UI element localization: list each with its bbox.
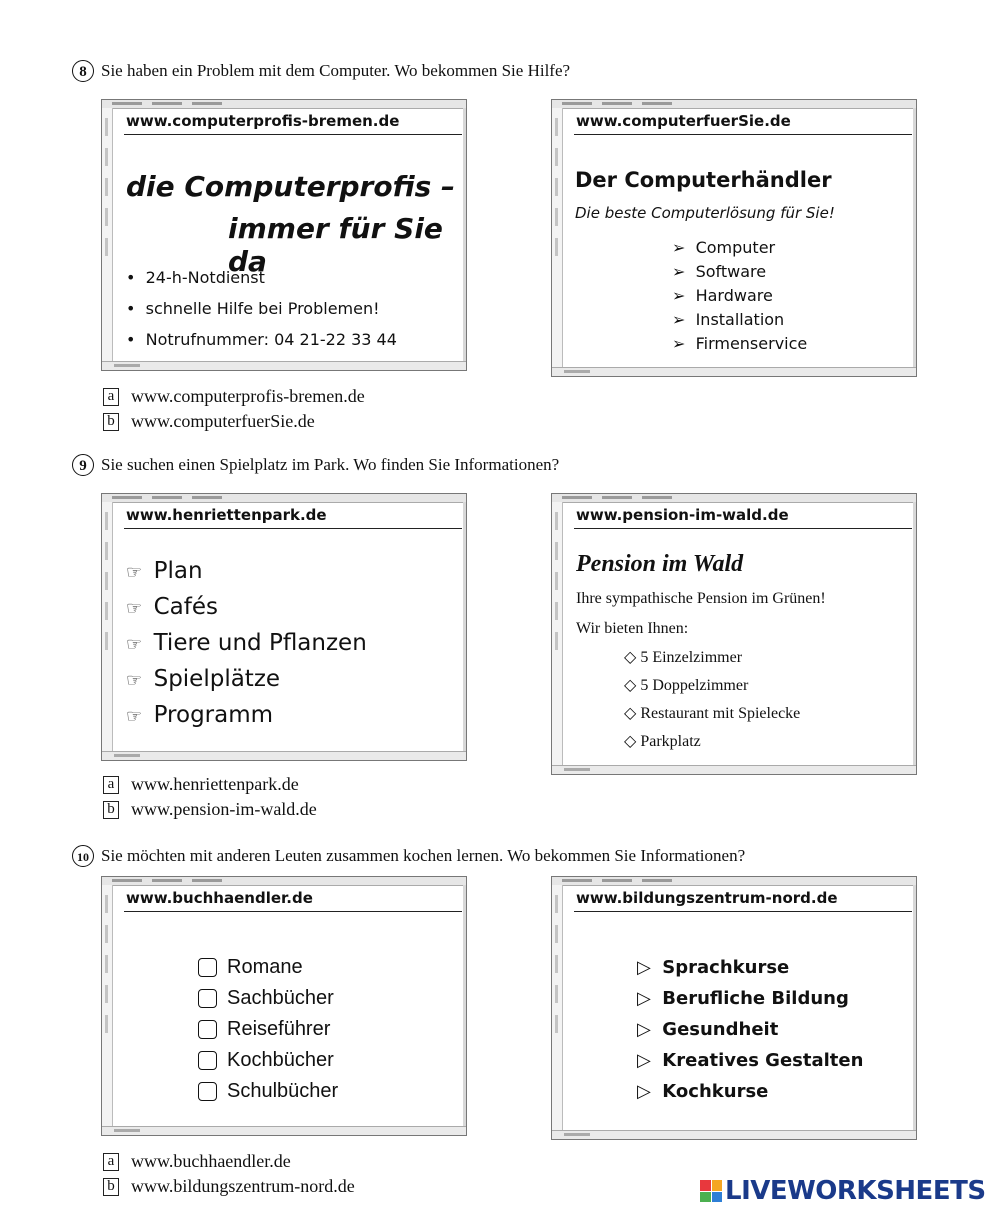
list-item: ◇ Parkplatz xyxy=(624,733,701,750)
url-bar: www.pension-im-wald.de xyxy=(574,506,912,529)
diamond-list xyxy=(624,644,800,756)
browser-window-buchhaendler xyxy=(101,876,467,1136)
list-item: Sachbücher xyxy=(198,983,338,1014)
question-9 xyxy=(72,454,559,476)
logo-square-green xyxy=(700,1192,711,1203)
browser-window-bildungszentrum xyxy=(551,876,917,1140)
site-title: Pension im Wald xyxy=(576,551,744,577)
answer-option-a[interactable] xyxy=(103,772,317,797)
arrow-list xyxy=(672,236,807,356)
option-text: www.computerprofis-bremen.de xyxy=(131,386,365,406)
answer-options-8 xyxy=(103,384,365,434)
triangle-list xyxy=(637,952,863,1107)
url-bar: www.computerfuerSie.de xyxy=(574,112,912,135)
question-10 xyxy=(72,845,745,867)
site-title: Der Computerhändler xyxy=(575,168,832,192)
list-item: ◇ 5 Einzelzimmer xyxy=(624,649,743,666)
list-item: ▷ Kochkurse xyxy=(637,1081,769,1102)
checkbox-icon xyxy=(198,958,217,977)
question-8 xyxy=(72,60,570,82)
arrow-icon: ➢ xyxy=(672,238,696,257)
list-item: ☞ Tiere und Pflanzen xyxy=(126,630,367,656)
site-subtitle: Ihre sympathische Pension im Grünen! xyxy=(576,590,826,607)
bullet-icon: • xyxy=(126,330,146,349)
logo-square-blue xyxy=(712,1192,723,1203)
list-item: ☞ Plan xyxy=(126,558,203,584)
diamond-icon: ◇ xyxy=(624,705,641,722)
list-item: ▷ Sprachkurse xyxy=(637,957,790,978)
list-item: Schulbücher xyxy=(198,1076,338,1107)
option-text: www.buchhaendler.de xyxy=(131,1151,291,1171)
checkbox-icon xyxy=(198,1020,217,1039)
list-item: Reiseführer xyxy=(198,1014,338,1045)
option-letter-box[interactable]: a xyxy=(103,1153,119,1171)
option-letter-box[interactable]: b xyxy=(103,413,119,431)
browser-window-computerfuersie xyxy=(551,99,917,377)
list-item: • schnelle Hilfe bei Problemen! xyxy=(126,299,380,318)
question-text: Sie suchen einen Spielplatz im Park. Wo finden Sie Informationen? xyxy=(101,455,560,474)
pointing-hand-icon: ☞ xyxy=(126,598,154,619)
pointing-hand-icon: ☞ xyxy=(126,706,154,727)
site-subtitle: Die beste Computerlösung für Sie! xyxy=(575,204,835,222)
pointer-list xyxy=(126,554,367,734)
question-number: 9 xyxy=(72,454,94,476)
question-text: Sie möchten mit anderen Leuten zusammen kochen lernen. Wo bekommen Sie Informationen? xyxy=(101,846,746,865)
list-item: ➢ Software xyxy=(672,262,767,281)
question-text: Sie haben ein Problem mit dem Computer. Wo bekommen Sie Hilfe? xyxy=(101,61,571,80)
arrow-icon: ➢ xyxy=(672,262,696,281)
logo-square-orange xyxy=(712,1180,723,1191)
option-text: www.henriettenpark.de xyxy=(131,774,299,794)
list-item: ▷ Kreatives Gestalten xyxy=(637,1050,864,1071)
bullet-icon: • xyxy=(126,299,146,318)
option-letter-box[interactable]: b xyxy=(103,1178,119,1196)
answer-option-b[interactable] xyxy=(103,409,365,434)
url-bar: www.bildungszentrum-nord.de xyxy=(574,889,912,912)
pointing-hand-icon: ☞ xyxy=(126,634,154,655)
browser-window-pension xyxy=(551,493,917,775)
url-bar: www.henriettenpark.de xyxy=(124,506,462,529)
arrow-icon: ➢ xyxy=(672,334,696,353)
list-item: ▷ Berufliche Bildung xyxy=(637,988,849,1009)
answer-options-10 xyxy=(103,1149,355,1199)
option-letter-box[interactable]: b xyxy=(103,801,119,819)
list-item: ◇ 5 Doppelzimmer xyxy=(624,677,749,694)
answer-option-a[interactable] xyxy=(103,1149,355,1174)
checkbox-icon xyxy=(198,1082,217,1101)
list-item: Romane xyxy=(198,952,338,983)
option-letter-box[interactable]: a xyxy=(103,388,119,406)
triangle-icon: ▷ xyxy=(637,988,663,1009)
option-text: www.pension-im-wald.de xyxy=(131,799,317,819)
list-item: ☞ Programm xyxy=(126,702,274,728)
list-item: ☞ Cafés xyxy=(126,594,218,620)
liveworksheets-logo xyxy=(700,1176,986,1206)
list-item: ➢ Computer xyxy=(672,238,776,257)
logo-square-red xyxy=(700,1180,711,1191)
checkbox-icon xyxy=(198,989,217,1008)
arrow-icon: ➢ xyxy=(672,310,696,329)
diamond-icon: ◇ xyxy=(624,677,641,694)
option-letter-box[interactable]: a xyxy=(103,776,119,794)
diamond-icon: ◇ xyxy=(624,649,641,666)
list-item: ▷ Gesundheit xyxy=(637,1019,779,1040)
triangle-icon: ▷ xyxy=(637,957,663,978)
checkbox-icon xyxy=(198,1051,217,1070)
option-text: www.bildungszentrum-nord.de xyxy=(131,1176,355,1196)
diamond-icon: ◇ xyxy=(624,733,641,750)
list-item: ◇ Restaurant mit Spielecke xyxy=(624,705,801,722)
logo-text: LIVEWORKSHEETS xyxy=(725,1176,986,1206)
browser-window-henriettenpark xyxy=(101,493,467,761)
arrow-icon: ➢ xyxy=(672,286,696,305)
headline-line-1: die Computerprofis – xyxy=(126,170,456,203)
browser-window-computerprofis xyxy=(101,99,467,371)
pointing-hand-icon: ☞ xyxy=(126,670,154,691)
answer-options-9 xyxy=(103,772,317,822)
answer-option-b[interactable] xyxy=(103,797,317,822)
headline-line-2: immer für Sie da xyxy=(228,212,443,278)
triangle-icon: ▷ xyxy=(637,1019,663,1040)
option-text: www.computerfuerSie.de xyxy=(131,411,315,431)
triangle-icon: ▷ xyxy=(637,1050,663,1071)
bullet-icon: • xyxy=(126,268,146,287)
url-bar: www.computerprofis-bremen.de xyxy=(124,112,462,135)
question-number: 8 xyxy=(72,60,94,82)
logo-grid-icon xyxy=(700,1180,722,1202)
triangle-icon: ▷ xyxy=(637,1081,663,1102)
list-item: Kochbücher xyxy=(198,1045,338,1076)
list-item: • 24-h-Notdienst xyxy=(126,268,265,287)
answer-option-b[interactable] xyxy=(103,1174,355,1199)
answer-option-a[interactable] xyxy=(103,384,365,409)
url-bar: www.buchhaendler.de xyxy=(124,889,462,912)
bullet-list xyxy=(126,262,397,355)
list-item: ➢ Installation xyxy=(672,310,785,329)
list-item: ➢ Hardware xyxy=(672,286,773,305)
list-item: ☞ Spielplätze xyxy=(126,666,281,692)
checkbox-list xyxy=(198,952,338,1107)
list-item: • Notrufnummer: 04 21-22 33 44 xyxy=(126,330,397,349)
question-number: 10 xyxy=(72,845,94,867)
list-item: ➢ Firmenservice xyxy=(672,334,808,353)
pointing-hand-icon: ☞ xyxy=(126,562,154,583)
offer-intro: Wir bieten Ihnen: xyxy=(576,620,689,637)
